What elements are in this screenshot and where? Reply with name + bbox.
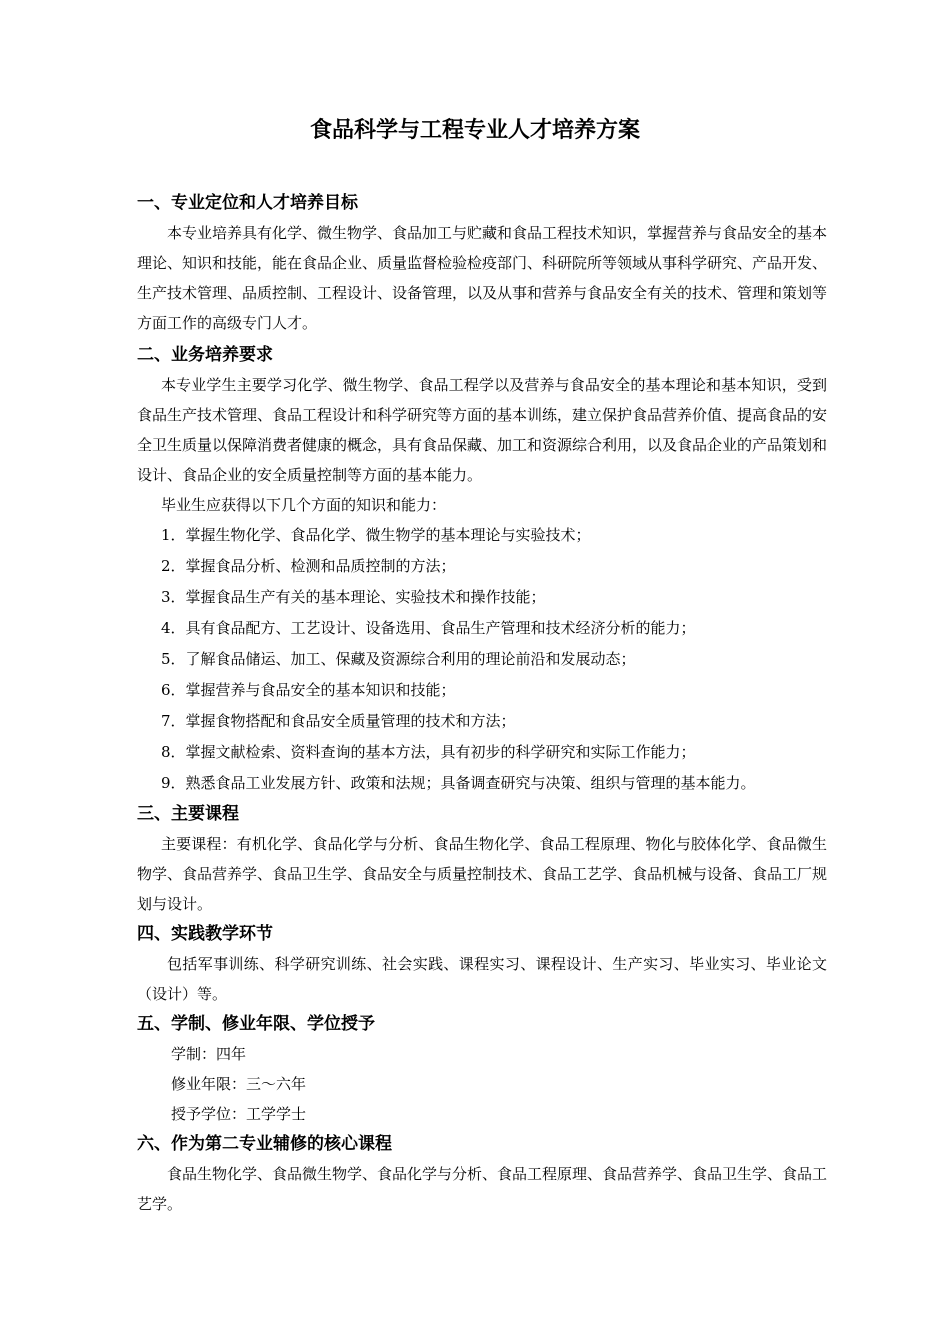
degree-line: 授予学位：工学学士 <box>171 1105 307 1123</box>
item-text: 具有食品配方、工艺设计、设备选用、食品生产管理和技术经济分析的能力； <box>185 619 696 637</box>
list-item <box>137 520 827 551</box>
item-text: 掌握文献检索、资料查询的基本方法，具有初步的科学研究和实际工作能力； <box>185 743 696 761</box>
item-number: 8． <box>161 743 186 761</box>
duration-line: 学制：四年 <box>171 1045 247 1063</box>
section-heading: 一、专业定位和人才培养目标 <box>137 193 358 213</box>
study-years-line: 修业年限：三～六年 <box>171 1075 307 1093</box>
item-number: 1． <box>161 526 186 544</box>
item-number: 5． <box>161 650 186 668</box>
section-heading: 二、业务培养要求 <box>137 345 273 365</box>
section-paragraph: 本专业学生主要学习化学、微生物学、食品工程学以及营养与食品安全的基本理论和基本知识，受到食品生产技术管理、食品工程设计和科学研究等方面的基本训练，建立保护食品营养价值、提高食品的安全卫生质量以保障消费者健康的概念，具有食品保藏、加工和资源综合利用，以及食品企业的产品策划和设计、食品企业的安全质量控制等方面的基本能力。 <box>137 376 828 484</box>
list-item <box>137 737 827 768</box>
section-duration-degree <box>137 1009 827 1129</box>
list-item <box>137 706 827 737</box>
item-number: 2． <box>161 557 186 575</box>
item-text: 熟悉食品工业发展方针、政策和法规；具备调查研究与决策、组织与管理的基本能力。 <box>185 774 756 792</box>
section-requirements <box>137 340 827 799</box>
list-intro: 毕业生应获得以下几个方面的知识和能力： <box>161 496 447 514</box>
section-paragraph: 本专业培养具有化学、微生物学、食品加工与贮藏和食品工程技术知识，掌握营养与食品安全的基本理论、知识和技能，能在食品企业、质量监督检验检疫部门、科研院所等领域从事科学研究、产品开发、生产技术管理、品质控制、工程设计、设备管理，以及从事和营养与食品安全有关的技术、管理和策划等方面工作的高级专门人才。 <box>137 224 828 332</box>
list-item <box>137 613 827 644</box>
item-number: 9． <box>161 774 186 792</box>
section-paragraph: 包括军事训练、科学研究训练、社会实践、课程实习、课程设计、生产实习、毕业实习、毕业论文（设计）等。 <box>137 955 827 1003</box>
item-text: 掌握营养与食品安全的基本知识和技能； <box>185 681 456 699</box>
section-paragraph: 主要课程：有机化学、食品化学与分析、食品生物化学、食品工程原理、物化与胶体化学、食品微生物学、食品营养学、食品卫生学、食品安全与质量控制技术、食品工艺学、食品机械与设备、食品工厂规划与设计。 <box>137 835 828 913</box>
document-title: 食品科学与工程专业人才培养方案 <box>309 118 640 143</box>
list-item <box>137 551 827 582</box>
item-text: 掌握生物化学、食品化学、微生物学的基本理论与实验技术； <box>185 526 591 544</box>
list-item <box>137 644 827 675</box>
item-text: 掌握食品分析、检测和品质控制的方法； <box>185 557 456 575</box>
item-number: 6． <box>161 681 186 699</box>
requirements-list <box>137 520 827 799</box>
section-heading: 三、主要课程 <box>137 804 239 824</box>
list-item <box>137 768 827 799</box>
section-heading: 六、作为第二专业辅修的核心课程 <box>137 1134 392 1154</box>
section-positioning <box>137 188 827 338</box>
list-item <box>137 675 827 706</box>
item-number: 7． <box>161 712 186 730</box>
section-heading: 五、学制、修业年限、学位授予 <box>137 1014 375 1034</box>
item-text: 掌握食品生产有关的基本理论、实验技术和操作技能； <box>185 588 546 606</box>
section-paragraph: 食品生物化学、食品微生物学、食品化学与分析、食品工程原理、食品营养学、食品卫生学、食品工艺学。 <box>137 1165 828 1213</box>
section-heading: 四、实践教学环节 <box>137 924 273 944</box>
item-number: 3． <box>161 588 186 606</box>
item-text: 了解食品储运、加工、保藏及资源综合利用的理论前沿和发展动态； <box>185 650 636 668</box>
list-item <box>137 582 827 613</box>
item-text: 掌握食物搭配和食品安全质量管理的技术和方法； <box>185 712 516 730</box>
section-main-courses <box>137 799 827 919</box>
section-minor-core-courses <box>137 1129 827 1219</box>
document-body <box>137 188 827 1219</box>
item-number: 4． <box>161 619 186 637</box>
section-practice <box>137 919 827 1009</box>
